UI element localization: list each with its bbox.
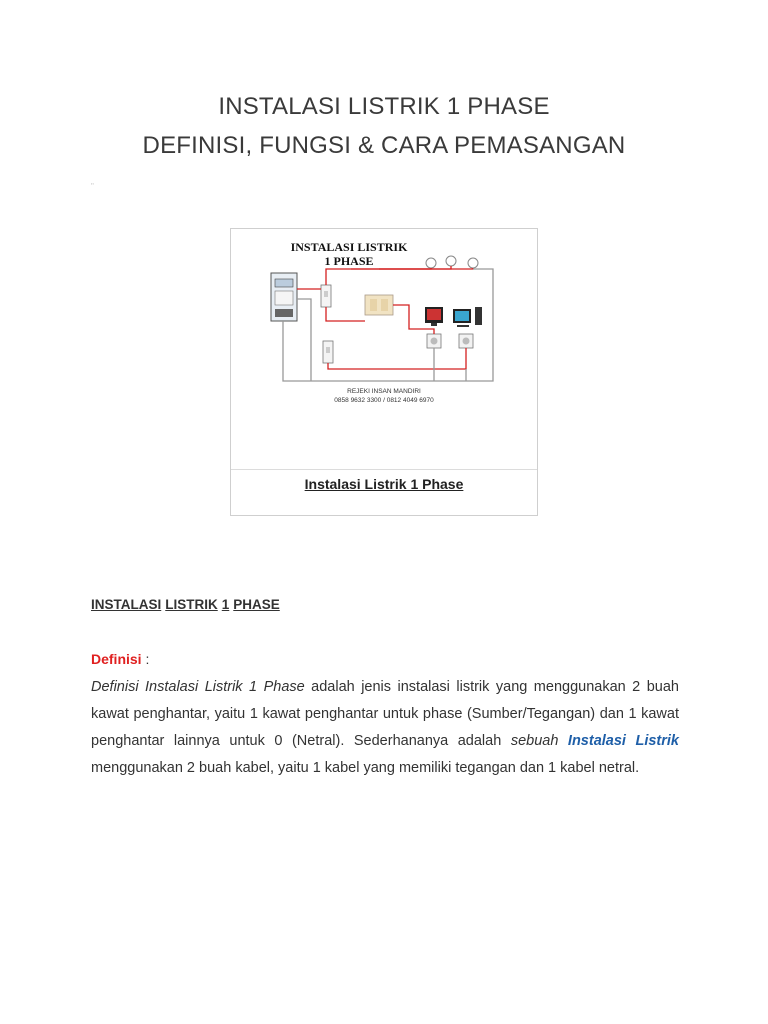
figure-caption[interactable]: Instalasi Listrik 1 Phase [304, 476, 464, 492]
definition-label-row [91, 651, 149, 667]
section-heading-word[interactable]: PHASE [233, 597, 280, 612]
wires [283, 266, 493, 381]
diagram-title-2: 1 PHASE [324, 254, 374, 268]
diagram-footer-1: REJEKI INSAN MANDIRI [347, 388, 421, 395]
instalasi-listrik-link[interactable]: Instalasi Listrik [567, 733, 679, 749]
definition-term: Definisi Instalasi Listrik 1 Phase [91, 679, 305, 695]
diagram-title-1: INSTALASI LISTRIK [290, 240, 408, 254]
tv-icon [425, 307, 443, 326]
breaker-2-icon [323, 341, 333, 363]
definition-paragraph [91, 674, 679, 782]
computer-icon [453, 307, 482, 327]
definition-text-2: menggunakan 2 buah kabel, yaitu 1 kabel yang memiliki tegangan dan 1 kabel netral. [91, 760, 640, 776]
figure-divider [231, 469, 537, 470]
breaker-1-icon [321, 285, 331, 307]
socket-1-icon [427, 334, 441, 348]
diagram-footer-2: 0858 9632 3300 / 0812 4049 6970 [334, 397, 434, 404]
definition-text-1: adalah jenis instalasi listrik yang menggunakan 2 buah kawat penghantar, yaitu 1 kawat penghantar untuk phase (Sumber/Tegangan) dan 1 kawat penghantar lainnya untuk 0 (Netral). Sederhananya adalah [91, 679, 679, 749]
definition-label: Definisi [91, 651, 142, 667]
kwh-meter-icon [271, 273, 297, 321]
section-heading-word[interactable]: 1 [221, 597, 230, 612]
section-heading-word[interactable]: INSTALASI [91, 597, 162, 612]
tiny-mark: " [91, 182, 94, 191]
socket-2-icon [459, 334, 473, 348]
wiring-diagram [231, 229, 537, 467]
section-heading-word[interactable]: LISTRIK [165, 597, 218, 612]
definition-colon: : [141, 651, 150, 667]
figure-box [230, 228, 538, 516]
section-heading [91, 597, 284, 612]
definition-italic-word: sebuah [510, 733, 559, 749]
switch-panel-icon [365, 295, 393, 315]
page-title-line-1: INSTALASI LISTRIK 1 PHASE [218, 93, 550, 120]
page-title-line-2: DEFINISI, FUNGSI & CARA PEMASANGAN [142, 132, 626, 159]
lamp-icons [426, 256, 478, 268]
